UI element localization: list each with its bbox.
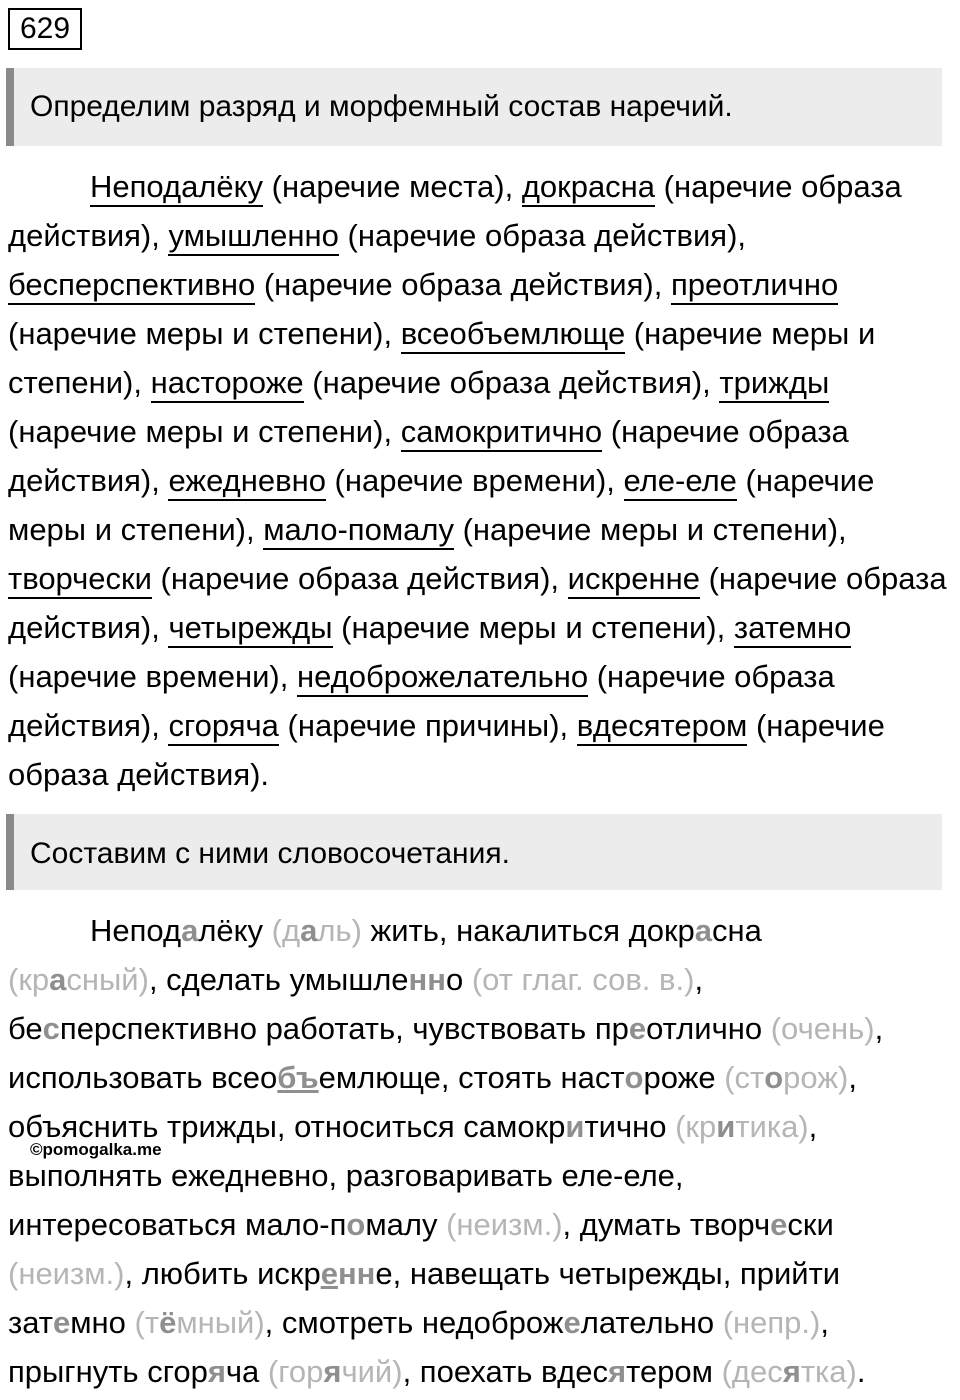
highlighted-letter: и: [716, 1109, 736, 1144]
highlighted-letter: е: [320, 1256, 338, 1291]
text-run: ,: [694, 962, 704, 997]
adverb-word: бесперспективно: [8, 267, 255, 305]
text-run: ски: [787, 1207, 834, 1242]
text-run: отлично: [646, 1011, 771, 1046]
hint-text: (непр.): [722, 1305, 821, 1340]
hint-text: (неизм.): [446, 1207, 563, 1242]
adverb-note: (наречие времени),: [8, 659, 297, 694]
highlighted-letter: е: [563, 1305, 581, 1340]
hint-text: (кр: [675, 1109, 717, 1144]
adverb-word: еле-еле: [624, 463, 737, 501]
adverb-word: сгоряча: [168, 708, 278, 746]
text-run: Непод: [90, 913, 182, 948]
text-run: мно: [70, 1305, 135, 1340]
text-run: е, навещать четырежды, прийти: [375, 1256, 841, 1291]
adverb-note: (наречие причины),: [278, 708, 577, 743]
text-run: жить, накалиться докр: [361, 913, 695, 948]
hint-text: тика): [735, 1109, 809, 1144]
text-run: лательно: [580, 1305, 723, 1340]
highlighted-letter: о: [624, 1060, 644, 1095]
highlighted-letter: е: [52, 1305, 71, 1340]
adverb-note: (наречие образа действия),: [338, 218, 747, 253]
adverb-note: (наречие образа действия),: [151, 561, 568, 596]
adverb-note: (наречие времени),: [325, 463, 624, 498]
section-heading-morphemes: Определим разряд и морфемный состав наречий.: [6, 68, 942, 146]
hint-text: (кр: [8, 962, 50, 997]
adverb-word: всеобъемлюще: [401, 316, 626, 354]
highlighted-letter: я: [608, 1354, 627, 1389]
text-run: выполнять ежедневно, разговаривать еле-еле,: [8, 1158, 684, 1193]
text-run: использовать всео: [8, 1060, 278, 1095]
text-run: ,: [820, 1305, 829, 1340]
section-heading-phrases: Составим с ними словосочетания.: [6, 814, 942, 890]
adverb-note: (наречие образа действия).: [8, 708, 885, 792]
highlighted-letter: и: [565, 1109, 585, 1144]
highlighted-letter: а: [300, 913, 318, 948]
text-run: сна: [712, 913, 762, 948]
highlighted-letter: с: [42, 1011, 60, 1046]
text-run: , смотреть недоброж: [264, 1305, 564, 1340]
hint-text: чий): [341, 1354, 403, 1389]
hint-text: (д: [271, 913, 301, 948]
highlighted-letter: я: [323, 1354, 342, 1389]
adverb-note: (наречие меры и степени),: [8, 316, 401, 351]
hint-text: тка): [800, 1354, 857, 1389]
adverb-word: мало-помалу: [263, 512, 454, 550]
text-run: тично: [584, 1109, 676, 1144]
text-run: емлюще, стоять наст: [318, 1060, 625, 1095]
text-run: лёку: [198, 913, 272, 948]
adverb-word: затемно: [734, 610, 852, 648]
adverb-word: трижды: [719, 365, 829, 403]
text-run: , сделать умышле: [148, 962, 409, 997]
adverb-word: искренне: [568, 561, 700, 599]
adverb-word: самокритично: [401, 414, 602, 452]
highlighted-letter: е: [770, 1207, 788, 1242]
adverb-word: четырежды: [168, 610, 332, 648]
adverb-note: (наречие меры и степени),: [453, 512, 847, 547]
adverb-word: ежедневно: [168, 463, 325, 501]
text-run: объяснить трижды, относиться самокр: [8, 1109, 566, 1144]
highlighted-letter: а: [49, 962, 67, 997]
text-run: ,: [848, 1060, 857, 1095]
highlighted-letter: а: [694, 913, 713, 948]
hint-text: ль): [317, 913, 362, 948]
highlighted-letter: о: [764, 1060, 784, 1095]
adverb-note: (наречие образа действия),: [8, 414, 849, 498]
hint-text: рож): [783, 1060, 849, 1095]
adverb-note: (наречие меры и степени),: [8, 463, 875, 547]
text-run: бе: [8, 1011, 43, 1046]
hint-text: сный): [66, 962, 149, 997]
text-run: малу: [365, 1207, 447, 1242]
exercise-number: 629: [8, 8, 82, 50]
hint-text: мный): [176, 1305, 265, 1340]
highlighted-letter: о: [346, 1207, 366, 1242]
watermark: ©pomogalka.me: [30, 1140, 162, 1159]
adverb-word: настороже: [151, 365, 304, 403]
text-run: роже: [643, 1060, 725, 1095]
text-run: тером: [626, 1354, 722, 1389]
text-run: зат: [8, 1305, 53, 1340]
highlighted-letter: бъ: [277, 1060, 319, 1095]
adverb-word: умышленно: [168, 218, 338, 256]
adverb-word: Неподалёку: [90, 169, 263, 207]
text-run: , думать творч: [562, 1207, 771, 1242]
adverb-note: (наречие меры и степени),: [332, 610, 734, 645]
adverb-word: преотлично: [671, 267, 838, 305]
text-run: , любить искр: [124, 1256, 321, 1291]
adverb-word: докрасна: [522, 169, 655, 207]
highlighted-letter: нн: [408, 962, 446, 997]
highlighted-letter: я: [207, 1354, 226, 1389]
text-run: .: [856, 1354, 866, 1389]
text-run: прыгнуть сгор: [8, 1354, 208, 1389]
adverb-word: творчески: [8, 561, 152, 599]
adverbs-analysis-paragraph: [8, 162, 952, 799]
highlighted-letter: нн: [337, 1256, 376, 1291]
adverb-note: (наречие меры и степени),: [8, 414, 401, 449]
hint-text: (дес: [721, 1354, 783, 1389]
text-run: перспективно работать, чувствовать пр: [59, 1011, 629, 1046]
hint-text: (очень): [770, 1011, 875, 1046]
adverb-note: (наречие меры и степени),: [8, 316, 876, 400]
adverb-note: (наречие места),: [263, 169, 522, 204]
highlighted-letter: я: [782, 1354, 801, 1389]
adverb-note: (наречие образа действия),: [255, 267, 671, 302]
text-run: ча: [225, 1354, 268, 1389]
hint-text: (от глаг. сов. в.): [471, 962, 695, 997]
text-run: о: [445, 962, 472, 997]
hint-text: (гор: [267, 1354, 324, 1389]
adverb-note: (наречие образа действия),: [8, 659, 835, 743]
text-run: интересоваться мало-п: [8, 1207, 347, 1242]
hint-text: (неизм.): [8, 1256, 125, 1291]
adverb-word: недоброжелательно: [297, 659, 588, 697]
adverb-note: (наречие образа действия),: [303, 365, 720, 400]
highlighted-letter: е: [628, 1011, 647, 1046]
hint-text: (т: [134, 1305, 160, 1340]
hint-text: (ст: [724, 1060, 765, 1095]
highlighted-letter: а: [181, 913, 199, 948]
text-run: , поехать вдес: [402, 1354, 608, 1389]
text-run: ,: [808, 1109, 818, 1144]
highlighted-letter: ё: [159, 1305, 177, 1340]
text-run: ,: [874, 1011, 884, 1046]
adverb-note: (наречие образа действия),: [8, 169, 902, 253]
adverb-word: вдесятером: [577, 708, 748, 746]
adverb-note: (наречие образа действия),: [8, 561, 947, 645]
